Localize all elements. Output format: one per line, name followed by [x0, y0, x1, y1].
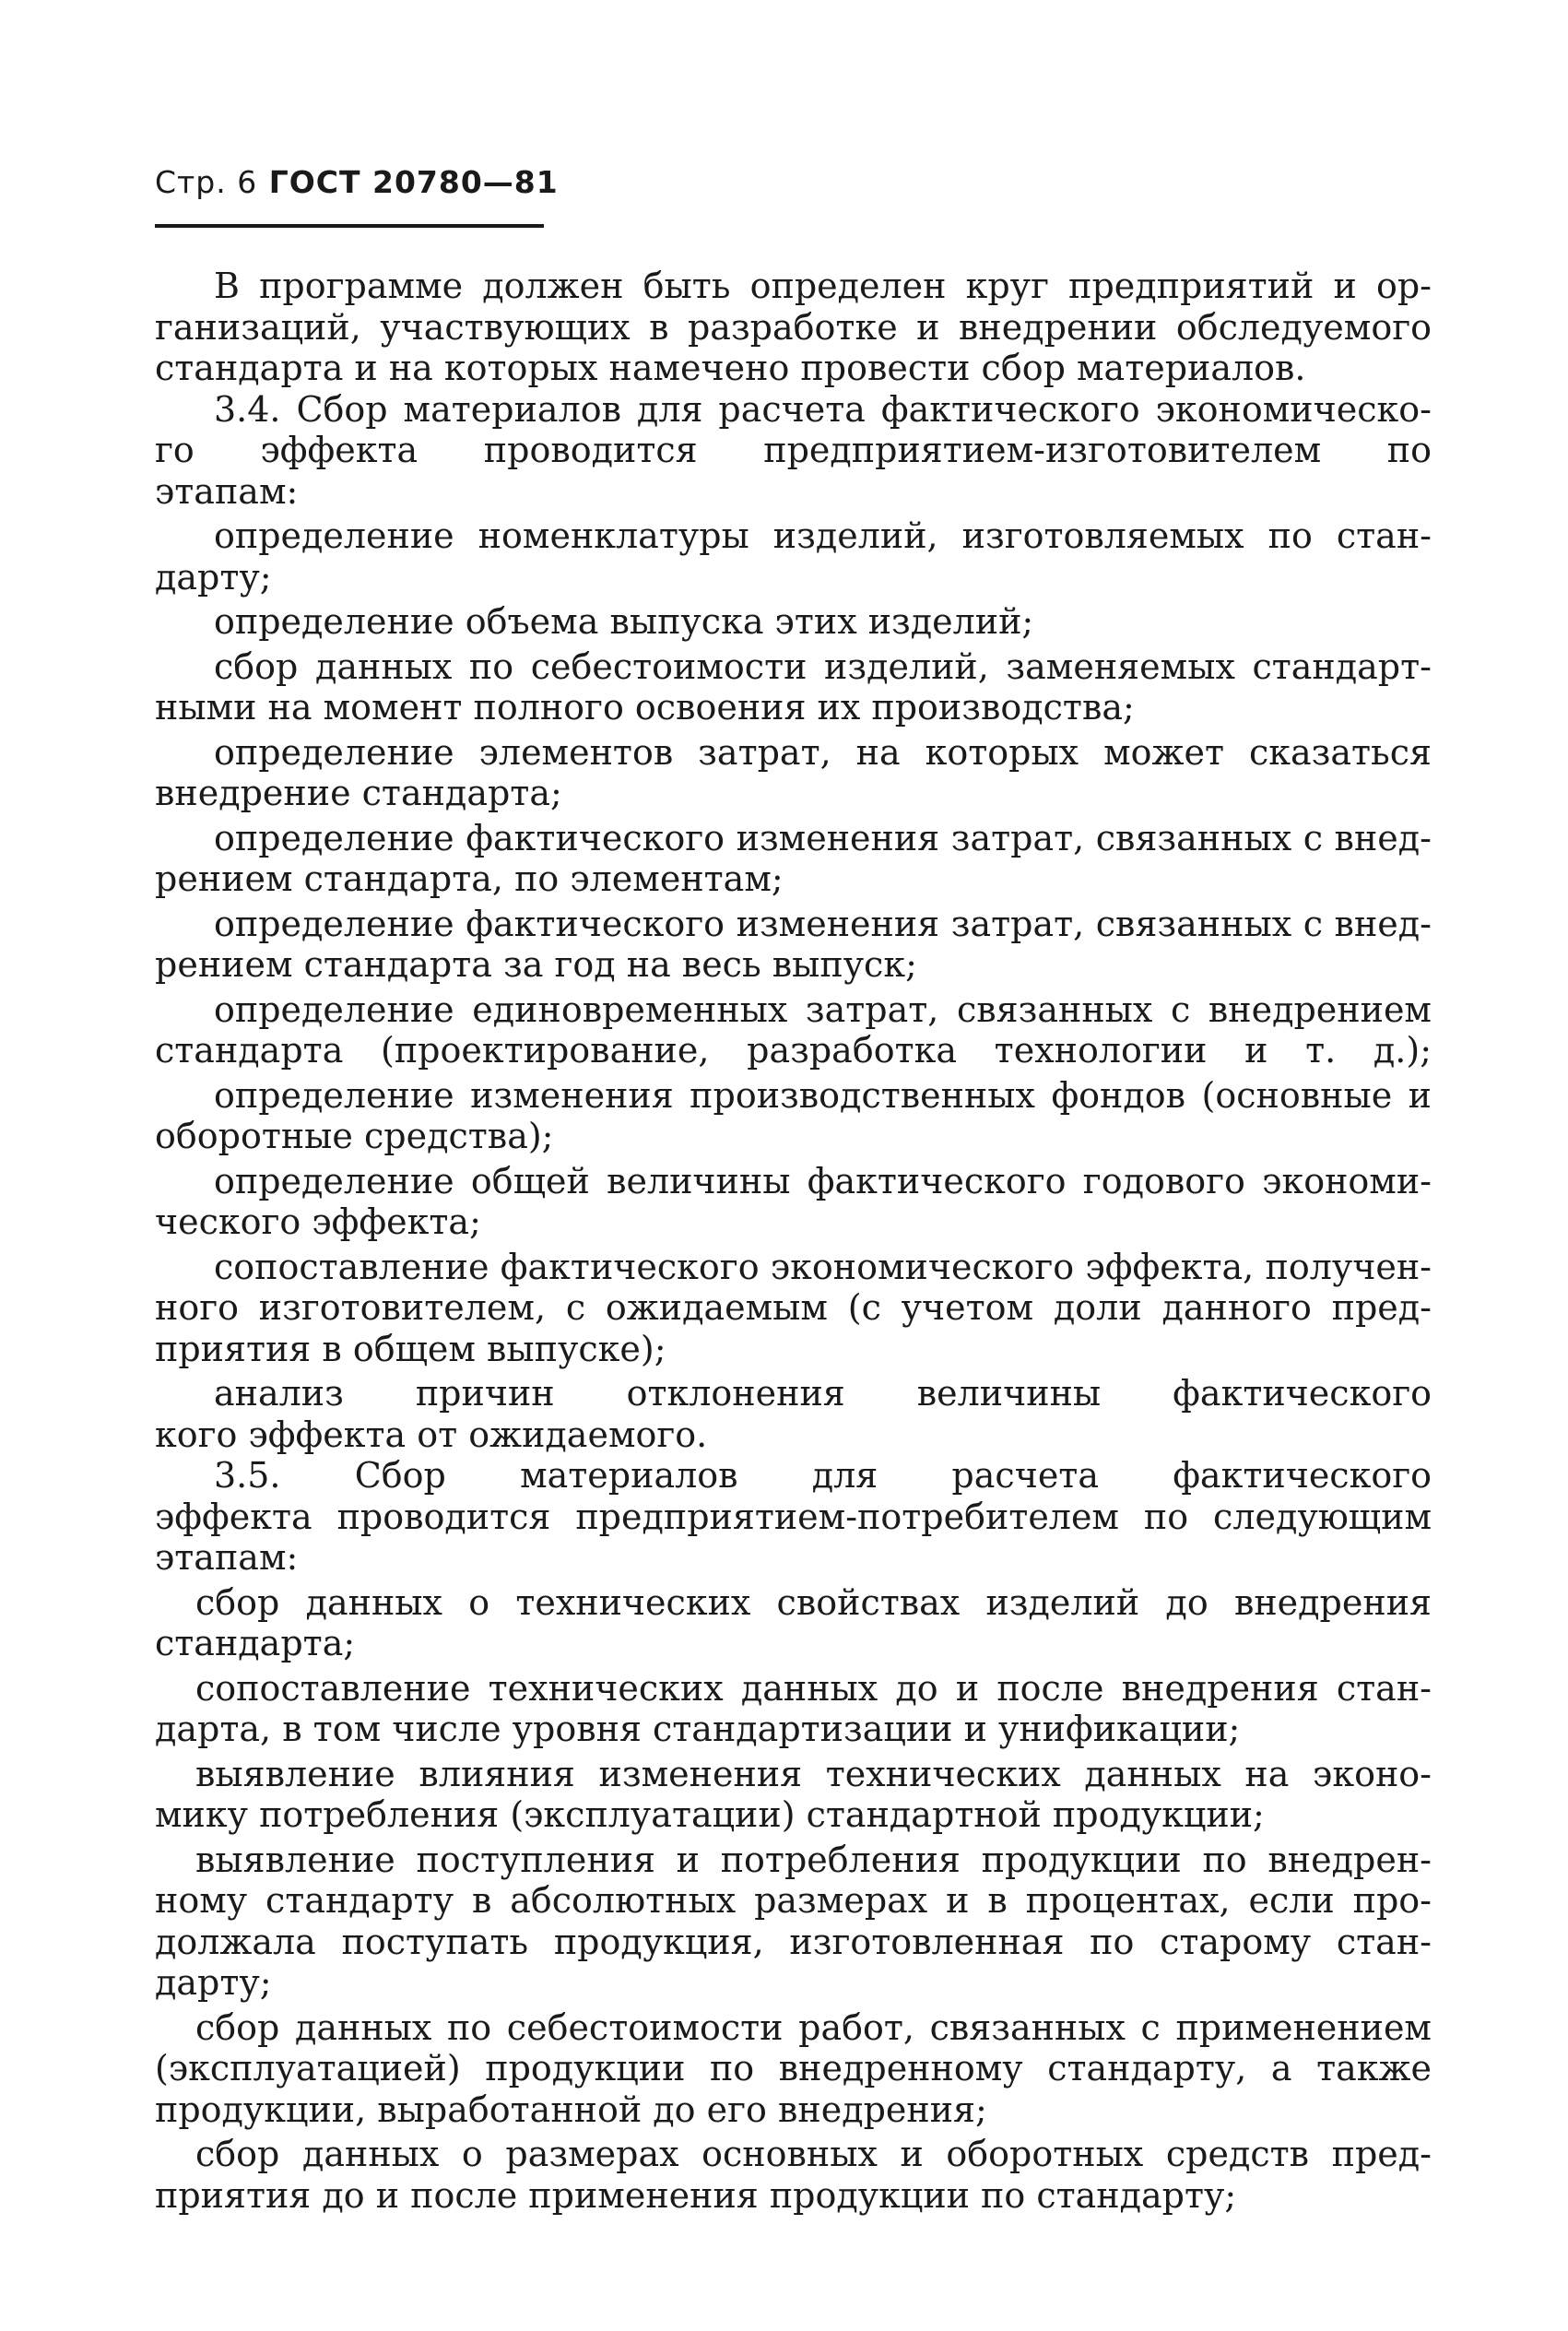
list-item: выявление поступления и потребления продукции по внедрен- — [195, 1839, 1432, 1880]
text-line: ческого эффекта; — [155, 1201, 481, 1242]
list-item: выявление влияния изменения технических данных на эконо- — [195, 1753, 1432, 1794]
text-line: го эффекта проводится предприятием-изготовителем по — [155, 430, 1432, 470]
text-line: продукции, выработанной до его внедрения; — [155, 2088, 987, 2130]
page-number: Стр. 6 — [155, 164, 258, 200]
text-line: оборотные средства); — [155, 1116, 554, 1156]
list-item: определение номенклатуры изделий, изготовляемых по стан- — [214, 515, 1432, 556]
text-line: ному стандарту в абсолютных размерах и в процентах, если про- — [155, 1880, 1432, 1921]
document-code: ГОСТ 20780—81 — [268, 164, 559, 200]
text-line: приятия в общем выпуске); — [155, 1328, 666, 1369]
list-item: определение объема выпуска этих изделий; — [214, 601, 1034, 642]
list-item: сбор данных по себестоимости изделий, заменяемых стандарт- — [214, 645, 1432, 687]
text-line: ными на момент полного освоения их производства; — [155, 687, 1135, 728]
list-item: анализ причин отклонения величины фактического — [214, 1373, 1432, 1414]
text-line: этапам: — [155, 1537, 299, 1578]
list-item: определение изменения производственных фондов (основные и — [214, 1074, 1432, 1116]
text-line: приятия до и после применения продукции по стандарту; — [155, 2174, 1237, 2216]
text-line: мику потребления (эксплуатации) стандартной продукции; — [155, 1794, 1265, 1835]
list-item: сбор данных о технических свойствах изделий до внедрения — [195, 1581, 1432, 1623]
list-item: определение элементов затрат, на которых может сказаться — [214, 731, 1432, 773]
text-line: ганизаций, участвующих в разработке и внедрении обследуемого — [155, 306, 1432, 348]
list-item: сопоставление технических данных до и после внедрения стан- — [195, 1667, 1432, 1709]
text-line: эффекта проводится предприятием-потребителем по следующим — [155, 1496, 1432, 1537]
text-line: дарту; — [155, 556, 272, 598]
text-line: 3.4. Сбор материалов для расчета фактического экономическо- — [214, 388, 1432, 430]
list-item: определение фактического изменения затрат, связанных с внед- — [214, 817, 1432, 858]
text-line: ного изготовителем, с ожидаемым (с учетом доли данного пред- — [155, 1287, 1432, 1328]
header-rule — [155, 224, 544, 228]
text-line: должала поступать продукция, изготовленная по старому стан- — [155, 1921, 1432, 1962]
text-line: дарта, в том числе уровня стандартизации и унификации; — [155, 1709, 1241, 1749]
list-item: сопоставление фактического экономического эффекта, получен- — [214, 1246, 1432, 1287]
text-line: дарту; — [155, 1962, 272, 2003]
list-item: определение единовременных затрат, связанных с внедрением — [214, 988, 1432, 1030]
list-item: определение фактического изменения затрат, связанных с внед- — [214, 903, 1432, 944]
text-line: рением стандарта, по элементам; — [155, 858, 784, 899]
text-line: В программе должен быть определен круг предприятий и ор- — [214, 266, 1432, 306]
list-item: сбор данных по себестоимости работ, связанных с применением — [195, 2006, 1432, 2048]
list-item: определение общей величины фактического годового экономи- — [214, 1160, 1432, 1201]
text-line: стандарта и на которых намечено провести сбор материалов. — [155, 348, 1306, 388]
text-line: рением стандарта за год на весь выпуск; — [155, 944, 917, 985]
text-line: 3.5. Сбор материалов для расчета фактического — [214, 1455, 1432, 1496]
page-header — [155, 164, 559, 200]
text-line: этапам: — [155, 470, 299, 512]
text-line: кого эффекта от ожидаемого. — [155, 1414, 708, 1455]
text-line: внедрение стандарта; — [155, 773, 562, 813]
text-line: стандарта; — [155, 1623, 356, 1663]
text-line: стандарта (проектирование, разработка технологии и т. д.); — [155, 1030, 1432, 1071]
list-item: сбор данных о размерах основных и оборотных средств пред- — [195, 2134, 1432, 2174]
text-line: (эксплуатацией) продукции по внедренному стандарту, а также — [155, 2048, 1432, 2088]
body-text — [155, 266, 1432, 2216]
